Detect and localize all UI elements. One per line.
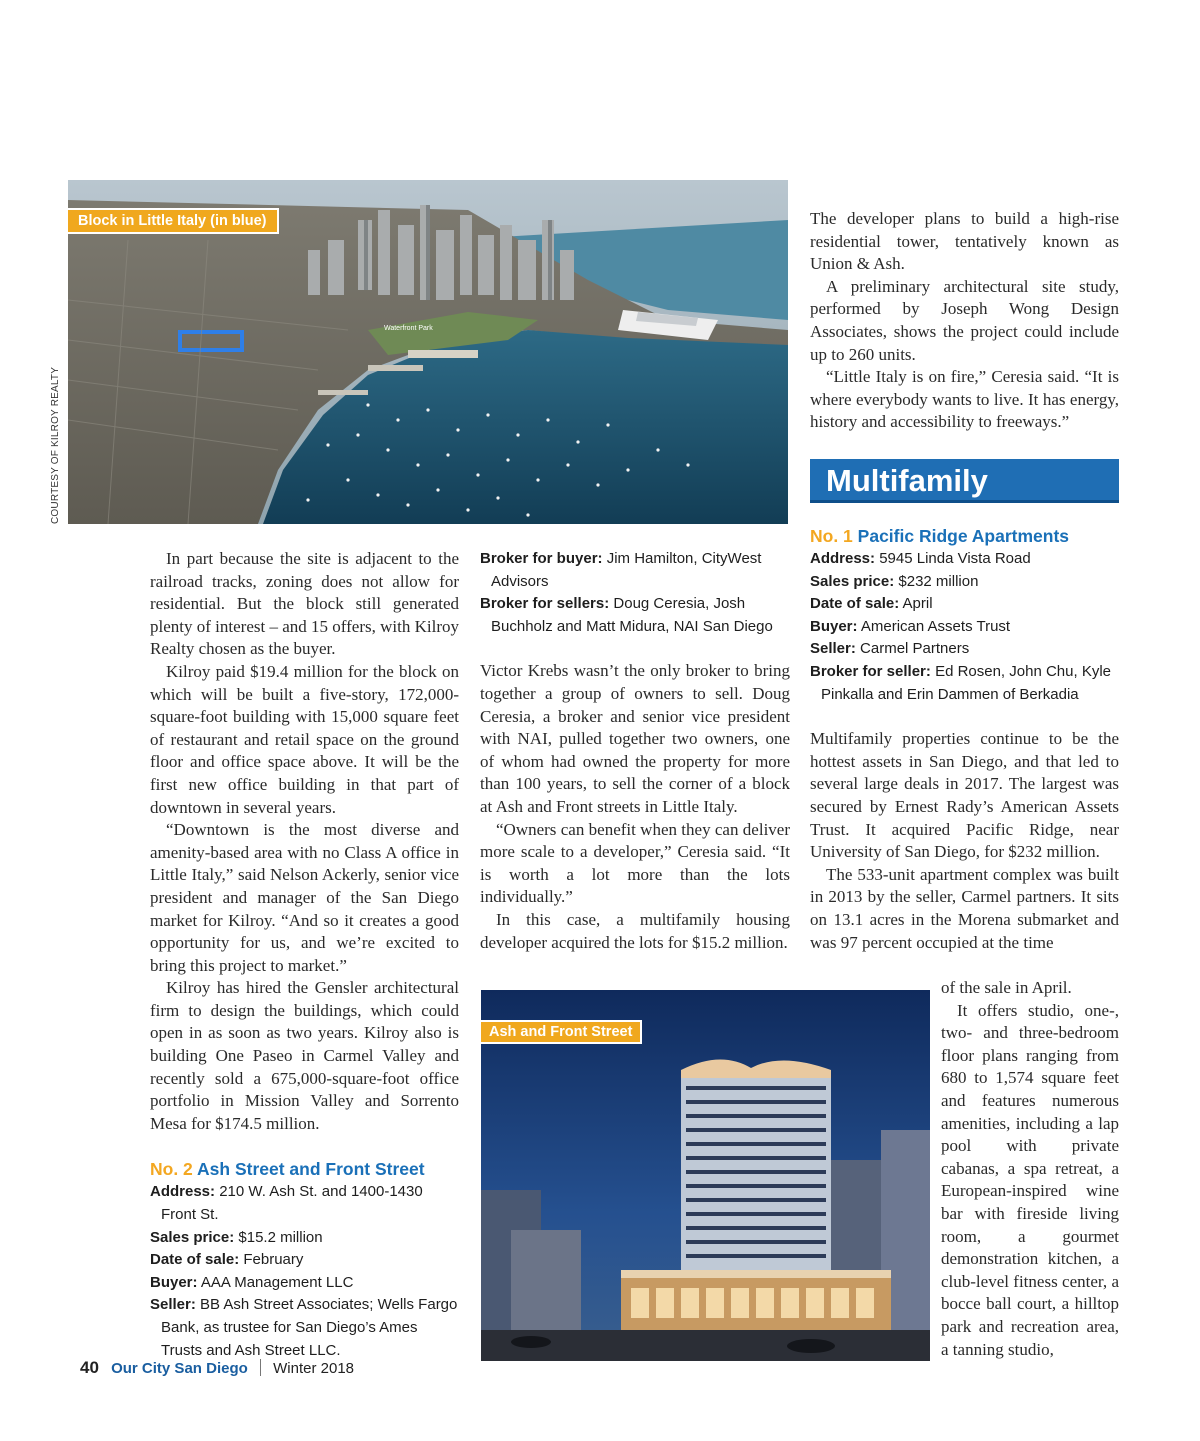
fact-date-of-sale: Date of sale: April [810, 595, 933, 613]
tower-rendering-photo [481, 990, 930, 1361]
deal-name: Ash Street and Front Street [197, 1159, 425, 1180]
page-footer [80, 1358, 354, 1378]
body-paragraph: “Owners can benefit when they can deliver more scale to a developer,” Ceresia said. “It is worth a lot more than the lots individually.” [480, 819, 790, 907]
body-paragraph: “Little Italy is on fire,” Ceresia said. “It is where everybody wants to live. It has energy, history and accessibility to freeways.” [810, 367, 1119, 432]
column-3-wrap [941, 977, 1119, 1361]
deal-number: No. 2 [150, 1159, 193, 1180]
body-paragraph: Victor Krebs wasn’t the only broker to bring together a group of owners to sell. Doug Ceresia, a broker and senior vice president with NAI, pulled together two owners, one of whom had owned the property for more than 100 years, to sell the corner of a block at Ash and Front streets in Little Italy. [480, 661, 790, 816]
issue-date: Winter 2018 [273, 1360, 354, 1377]
aerial-photo [68, 180, 788, 524]
body-paragraph: The developer plans to build a high-rise residential tower, tentatively known as Union & Ash. [810, 209, 1119, 274]
section-underline [810, 500, 1119, 503]
photo-caption-label: Ash and Front Street [481, 1020, 642, 1044]
column-1 [150, 548, 459, 1362]
fact-sales-price: Sales price: $232 million [810, 572, 979, 590]
fact-seller: Seller: BB Ash Street Associates; Wells Fargo Bank, as trustee for San Diego’s Ames Trusts and Ash Street LLC. [150, 1296, 458, 1359]
fact-address: Address: 5945 Linda Vista Road [810, 550, 1031, 567]
body-paragraph: Kilroy has hired the Gensler architectural firm to design the buildings, which could open in as soon as two years. Kilroy also is building One Paseo in Carmel Valley and recently sold a 675,000-square-foot office portfolio in Mission Valley and Sorrento Mesa for $174.5 million. [150, 978, 459, 1133]
footer-divider [260, 1359, 261, 1376]
fact-date-of-sale: Date of sale: February [150, 1251, 304, 1269]
body-paragraph: Multifamily properties continue to be the hottest assets in San Diego, and that led to several large deals in 2017. The largest was secured by Ernest Rady’s American Assets Trust. It acquired Pacific Ridge, near University of San Diego, for $232 million. [810, 729, 1119, 862]
fact-buyer: Buyer: AAA Management LLC [150, 1273, 354, 1291]
deal-number: No. 1 [810, 526, 853, 546]
deal-heading-no2 [150, 1157, 459, 1181]
section-header [810, 459, 1119, 503]
body-paragraph: In this case, a multifamily housing developer acquired the lots for $15.2 million. [480, 909, 790, 952]
fact-broker-sellers: Broker for sellers: Doug Ceresia, Josh Buchholz and Matt Midura, NAI San Diego [480, 595, 773, 635]
tower-rendering-image [481, 990, 930, 1361]
photo-caption-label: Block in Little Italy (in blue) [68, 208, 279, 234]
body-paragraph: Kilroy paid $19.4 million for the block on which will be built a five-story, 172,000-square-foot building with 15,000 square feet of restaurant and retail space on the ground floor and office space above. It will be the first new office building in that part of downtown in several years. [150, 661, 459, 817]
fact-broker-buyer: Broker for buyer: Jim Hamilton, CityWest Advisors [480, 550, 762, 590]
column-2 [480, 548, 790, 954]
body-paragraph: The 533-unit apartment complex was built in 2013 by the seller, Carmel partners. It sits on 13.1 acres in the Morena submarket and was 97 percent occupied at the time [810, 864, 1119, 952]
fact-broker-seller: Broker for seller: Ed Rosen, John Chu, Kyle Pinkalla and Erin Dammen of Berkadia [810, 662, 1111, 703]
publication-name: Our City San Diego [111, 1360, 248, 1377]
body-paragraph: “Downtown is the most diverse and amenity-based area with no Class A office in Little Italy,” said Nelson Ackerly, senior vice president and manager of the San Diego market for Kilroy. “And so it creates a good opportunity for us, and we’re excited to bring this project to market.” [150, 820, 459, 975]
page-number: 40 [80, 1358, 99, 1377]
map-label-waterfront-park: Waterfront Park [384, 325, 433, 332]
deal-name: Pacific Ridge Apartments [857, 526, 1070, 546]
column-3-lower [810, 524, 1119, 954]
body-paragraph-continued: of the sale in April. [941, 978, 1072, 997]
fact-seller: Seller: Carmel Partners [810, 640, 970, 658]
photo-credit: COURTESY OF KILROY REALTY [50, 366, 61, 524]
fact-address: Address: 210 W. Ash St. and 1400-1430 Front St. [150, 1183, 423, 1224]
body-paragraph: In part because the site is adjacent to the railroad tracks, zoning does not allow for residential. But the block still generated plenty of interest – and 15 offers, with Kilroy Realty chosen as the buyer. [150, 549, 459, 659]
fact-buyer: Buyer: American Assets Trust [810, 617, 1011, 635]
section-title: Multifamily [826, 463, 988, 498]
body-paragraph: It offers studio, one-, two- and three-bedroom floor plans ranging from 680 to 1,574 square feet and features numerous amenities, including a lap pool with private cabanas, a spa retreat, a European-inspired wine bar with fireside living room, a gourmet demonstration kitchen, a club-level fitness center, a bocce ball court, a hilltop park and recreation area, a tanning studio, [941, 1000, 1119, 1359]
column-3 [810, 208, 1119, 434]
deal-heading-no1 [810, 524, 1119, 548]
fact-sales-price: Sales price: $15.2 million [150, 1228, 323, 1246]
body-paragraph: A preliminary architectural site study, performed by Joseph Wong Design Associates, shows the project could include up to 260 units. [810, 276, 1119, 364]
